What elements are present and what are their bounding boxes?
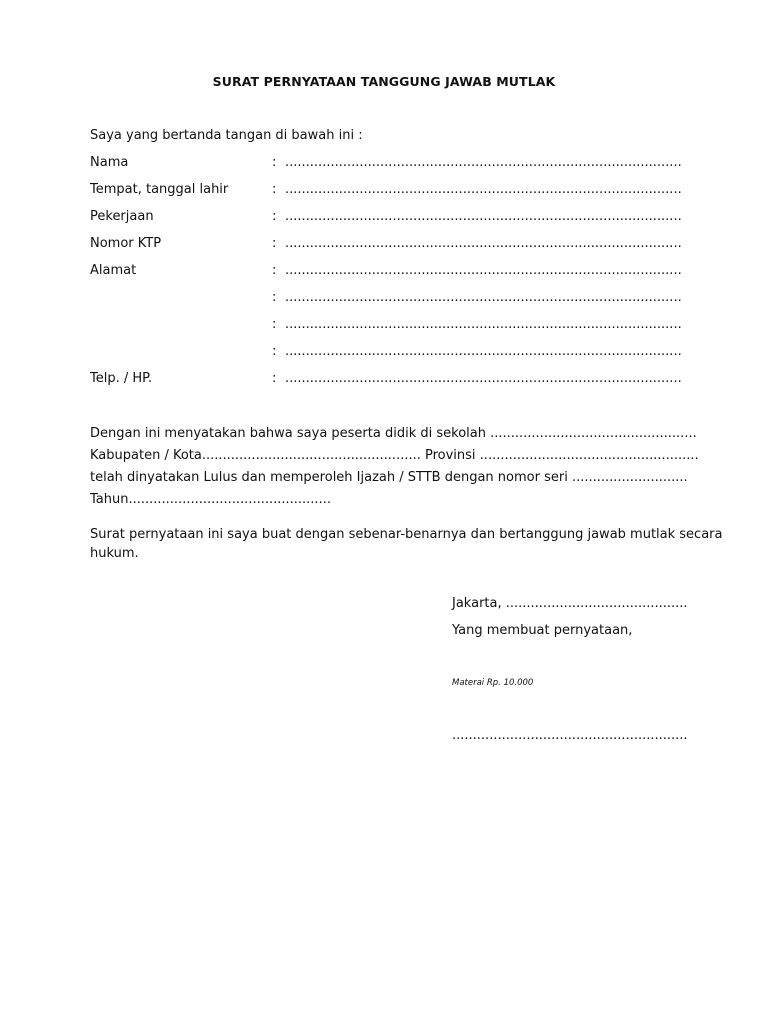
field-blank: ................................................................................................ (285, 317, 682, 332)
field-label: Alamat (90, 263, 137, 278)
signature-line: ......................................................... (452, 728, 688, 743)
field-row-nama (90, 155, 705, 173)
closing-statement: Surat pernyataan ini saya buat dengan sebenar-benarnya dan bertanggung jawab mutlak secara hukum. (90, 527, 723, 561)
field-colon: : (272, 155, 277, 170)
field-row-telp-hp (90, 371, 705, 389)
field-blank: ................................................................................................ (285, 263, 682, 278)
field-colon: : (272, 290, 277, 305)
field-colon: : (272, 236, 277, 251)
field-colon: : (272, 344, 277, 359)
statement-line-certificate: telah dinyatakan Lulus dan memperoleh Ijazah / STTB dengan nomor seri ............................ (90, 470, 688, 485)
field-row-alamat (90, 263, 705, 281)
field-colon: : (272, 182, 277, 197)
field-blank: ................................................................................................ (285, 209, 682, 224)
field-colon: : (272, 209, 277, 224)
statement-line-year: Tahun................................................. (90, 492, 331, 507)
document-title: SURAT PERNYATAAN TANGGUNG JAWAB MUTLAK (212, 74, 556, 89)
statement-line-region: Kabupaten / Kota..................................................... Provinsi ..................................................... (90, 448, 699, 463)
field-blank: ................................................................................................ (285, 236, 682, 251)
field-blank: ................................................................................................ (285, 155, 682, 170)
field-label: Pekerjaan (90, 209, 154, 224)
field-label: Nomor KTP (90, 236, 162, 251)
field-row-alamat-2 (90, 290, 705, 308)
field-blank: ................................................................................................ (285, 290, 682, 305)
stamp-duty-label: Materai Rp. 10.000 (452, 678, 534, 688)
signature-maker-label: Yang membuat pernyataan, (452, 623, 633, 638)
field-blank: ................................................................................................ (285, 344, 682, 359)
field-colon: : (272, 317, 277, 332)
statement-line-school: Dengan ini menyatakan bahwa saya peserta didik di sekolah .................................................. (90, 426, 697, 441)
intro-text: Saya yang bertanda tangan di bawah ini : (90, 128, 363, 143)
field-row-alamat-4 (90, 344, 705, 362)
field-label: Nama (90, 155, 129, 170)
signature-place-date: Jakarta, ............................................ (452, 596, 688, 611)
field-row-nomor-ktp (90, 236, 705, 254)
field-row-alamat-3 (90, 317, 705, 335)
field-blank: ................................................................................................ (285, 371, 682, 386)
field-row-tempat-tanggal-lahir (90, 182, 705, 200)
field-blank: ................................................................................................ (285, 182, 682, 197)
field-label: Tempat, tanggal lahir (90, 182, 229, 197)
field-label: Telp. / HP. (90, 371, 153, 386)
field-row-pekerjaan (90, 209, 705, 227)
field-colon: : (272, 371, 277, 386)
field-colon: : (272, 263, 277, 278)
